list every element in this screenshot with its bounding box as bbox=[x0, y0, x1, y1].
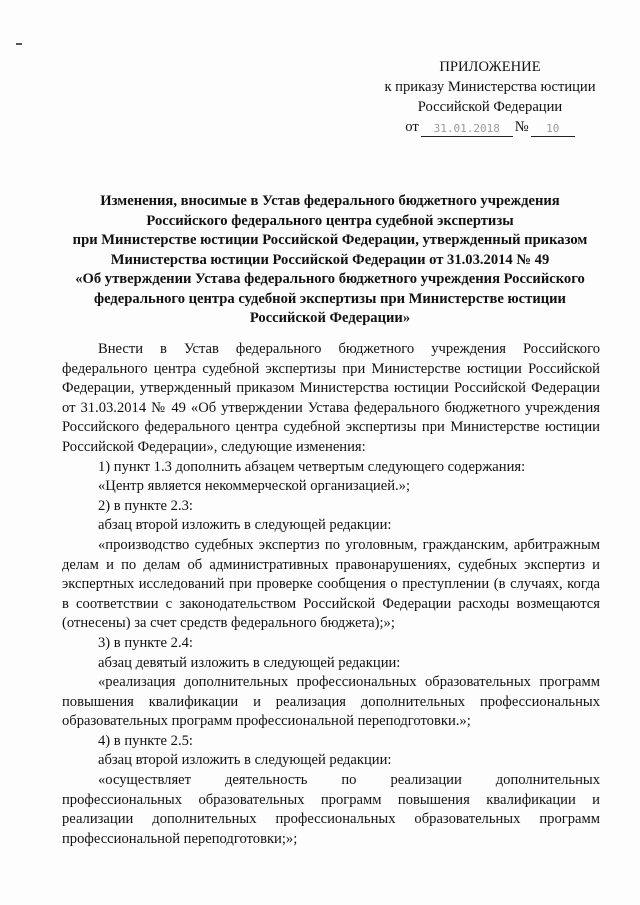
document-body bbox=[62, 340, 600, 849]
title-line: Министерства юстиции Российской Федерации от 31.03.2014 № 49 bbox=[110, 251, 550, 268]
number-prefix: № bbox=[514, 119, 529, 135]
order-date-number-row bbox=[370, 117, 610, 137]
intro-paragraph: Внести в Устав федерального бюджетного учреждения Российского федерального центра судебной экспертизы при Министерстве юстиции Российской Федерации, утвержденный приказом Министерства юстиции Российской Федерации от 31.03.2014 № 49 «Об утверждении Устава федерального бюджетного учреждения Российского федерального центра судебной экспертизы при Министерстве юстиции Российской Федерации», следующие изменения: bbox=[62, 341, 600, 455]
order-number-field: 10 bbox=[531, 122, 575, 137]
item-1-text: «Центр является некоммерческой организацией.»; bbox=[98, 478, 411, 495]
appendix-header bbox=[370, 57, 610, 137]
item-2-heading: 2) в пункте 2.3: bbox=[98, 497, 193, 514]
item-1-heading: 1) пункт 1.3 дополнить абзацем четвертым следующего содержания: bbox=[98, 458, 526, 475]
item-2-subheading: абзац второй изложить в следующей редакции: bbox=[98, 517, 392, 534]
order-reference-line1: к приказу Министерства юстиции bbox=[384, 79, 596, 95]
document-title bbox=[60, 192, 600, 329]
title-line: Российского федерального центра судебной экспертизы bbox=[146, 212, 514, 229]
order-date-field: 31.01.2018 bbox=[421, 122, 513, 137]
item-3-heading: 3) в пункте 2.4: bbox=[98, 634, 193, 651]
item-3-subheading: абзац девятый изложить в следующей редакции: bbox=[98, 654, 401, 671]
item-4-subheading: абзац второй изложить в следующей редакции: bbox=[98, 752, 392, 769]
title-line: при Министерстве юстиции Российской Федерации, утвержденный приказом bbox=[72, 232, 588, 248]
scan-mark bbox=[16, 43, 22, 45]
title-line: Изменения, вносимые в Устав федерального бюджетного учреждения bbox=[100, 193, 560, 209]
title-line: «Об утверждении Устава федерального бюджетного учреждения Российского bbox=[75, 271, 585, 287]
item-3-text: «реализация дополнительных профессиональных образовательных программ повышения квалификации и реализация дополнительных профессиональных образовательных программ профессиональной переподготовки.»; bbox=[62, 674, 600, 730]
item-4-heading: 4) в пункте 2.5: bbox=[98, 732, 193, 749]
order-reference-line2: Российской Федерации bbox=[417, 99, 563, 115]
date-prefix: от bbox=[405, 119, 419, 135]
item-2-text: «производство судебных экспертиз по уголовным, гражданским, арбитражным делам и по делам об административных правонарушениях, судебных экспертиз и экспертных исследований при проверке сообщения о преступлении (в случаях, когда в соответствии с законодательством Российской Федерации расходы возмещаются (отнесены) за счет средств федерального бюджета);»; bbox=[62, 536, 600, 632]
item-4-text: «осуществляет деятельность по реализации дополнительных профессиональных образовательных программ повышения квалификации и реализации дополнительных профессиональных образовательных программ профессиональной переподготовки;»; bbox=[62, 772, 600, 847]
title-line: федерального центра судебной экспертизы при Министерстве юстиции bbox=[94, 290, 566, 307]
title-line: Российской Федерации» bbox=[249, 310, 411, 326]
appendix-label: ПРИЛОЖЕНИЕ bbox=[439, 59, 541, 75]
